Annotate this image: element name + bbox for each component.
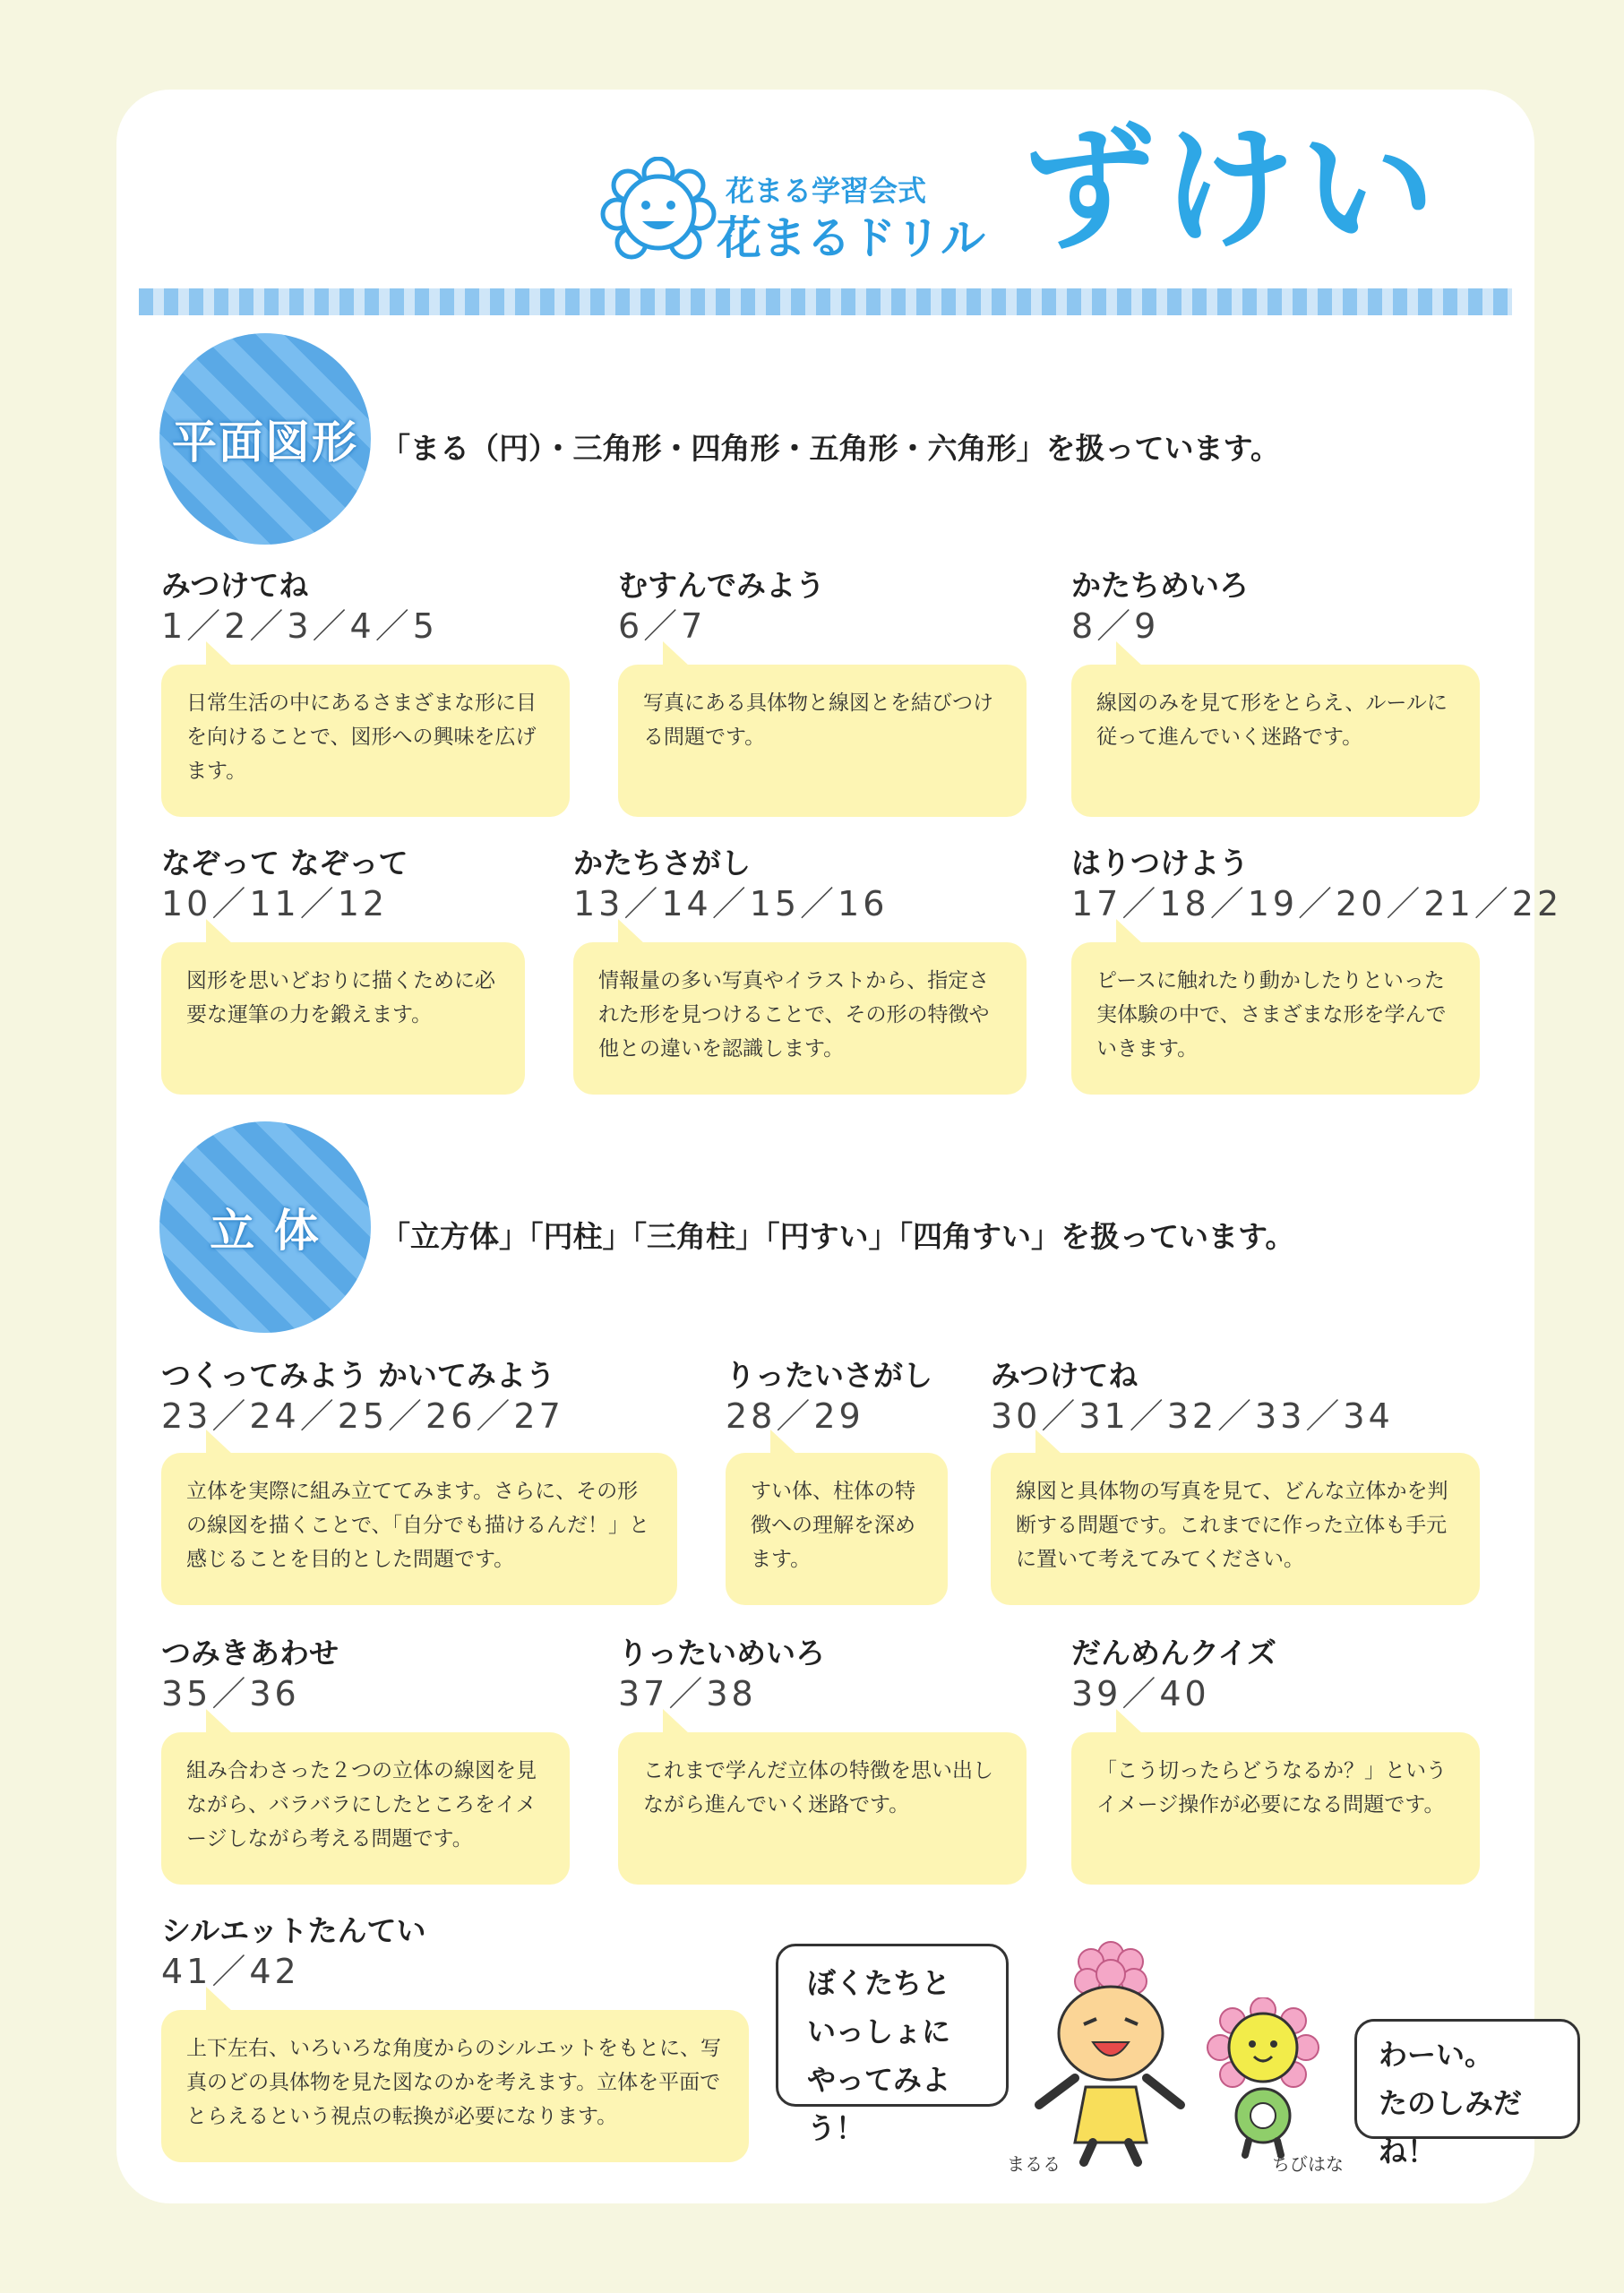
section-badge-solid [159, 1121, 371, 1333]
maruru-speech-bubble [776, 1944, 1009, 2145]
item-title: はりつけよう [1071, 846, 1249, 880]
page-title: ずけい [1021, 112, 1441, 268]
section-description: 「立方体」「円柱」「三角柱」「円すい」「四角すい」を扱っています。 [381, 1219, 1295, 1254]
section-badge-plane [159, 333, 371, 545]
flower-logo-icon [596, 157, 721, 264]
section-label: 平面図形 [172, 417, 358, 468]
maruru-mascot-icon [1021, 1935, 1200, 2168]
header-divider [139, 288, 1512, 315]
item-pages: 17／18／19／20／21／22 [1071, 884, 1563, 923]
item-title: なぞって なぞって [161, 846, 408, 880]
item-pages: 23／24／25／26／27 [161, 1396, 564, 1436]
item-title: むすんでみよう [618, 568, 825, 603]
item-description: ピースに触れたり動かしたりといった実体験の中で、さまざまな形を学んでいきます。 [1071, 942, 1480, 1095]
item-description: 組み合わさった２つの立体の線図を見ながら、バラバラにしたところをイメージしながら考える問題です。 [161, 1732, 570, 1885]
item-pages: 37／38 [618, 1674, 757, 1713]
speech-line: いっしょに [807, 2014, 951, 2048]
item-description: 線図のみを見て形をとらえ、ルールに従って進んでいく迷路です。 [1071, 665, 1480, 817]
item-title: みつけてね [991, 1358, 1139, 1393]
item-description: 線図と具体物の写真を見て、どんな立体かを判断する問題です。これまでに作った立体も手元に置いて考えてみてください。 [991, 1453, 1480, 1605]
chibihana-speech-bubble [1354, 2019, 1580, 2168]
item-description: 図形を思いどおりに描くために必要な運筆の力を鍛えます。 [161, 942, 525, 1095]
item-description: 上下左右、いろいろな角度からのシルエットをもとに、写真のどの具体物を見た図なのかを考えます。立体を平面でとらえるという視点の転換が必要になります。 [161, 2010, 749, 2162]
item-description: すい体、柱体の特徴への理解を深めます。 [726, 1453, 948, 1605]
item-title: つみきあわせ [161, 1636, 339, 1670]
item-pages: 10／11／12 [161, 884, 389, 923]
speech-line: やってみよう！ [807, 2063, 951, 2145]
maruru-name-label: まるる [1007, 2153, 1061, 2175]
speech-line: たのしみだね！ [1379, 2086, 1523, 2168]
item-title: つくってみよう かいてみよう [161, 1358, 555, 1393]
brand-subtitle: 花まる学習会式 [726, 174, 927, 208]
item-pages: 39／40 [1071, 1674, 1210, 1713]
speech-line: わーい。 [1379, 2038, 1494, 2072]
item-description: 日常生活の中にあるさまざまな形に目を向けることで、図形への興味を広げます。 [161, 665, 570, 817]
chibihana-name-label: ちびはな [1272, 2153, 1344, 2175]
brand-name: 花まるドリル [717, 212, 985, 264]
speech-line: ぼくたちと [807, 1966, 951, 2000]
item-title: シルエットたんてい [161, 1913, 426, 1948]
item-title: かたちめいろ [1071, 568, 1249, 603]
item-title: だんめんクイズ [1071, 1636, 1277, 1670]
item-description: 情報量の多い写真やイラストから、指定された形を見つけることで、その形の特徴や他との違いを認識します。 [573, 942, 1027, 1095]
item-title: りったいめいろ [618, 1636, 825, 1670]
item-pages: 41／42 [161, 1952, 300, 1991]
item-pages: 6／7 [618, 606, 707, 646]
item-pages: 28／29 [726, 1396, 864, 1436]
item-description: 立体を実際に組み立ててみます。さらに、その形の線図を描くことで、「自分でも描けるんだ！」と感じることを目的とした問題です。 [161, 1453, 677, 1605]
item-description: 「こう切ったらどうなるか？」というイメージ操作が必要になる問題です。 [1071, 1732, 1480, 1885]
item-description: これまで学んだ立体の特徴を思い出しながら進んでいく迷路です。 [618, 1732, 1027, 1885]
item-description: 写真にある具体物と線図とを結びつける問題です。 [618, 665, 1027, 817]
item-pages: 35／36 [161, 1674, 300, 1713]
item-title: りったいさがし [726, 1358, 932, 1393]
item-title: かたちさがし [573, 846, 751, 880]
item-pages: 1／2／3／4／5 [161, 606, 438, 646]
chibihana-mascot-icon [1200, 1997, 1326, 2159]
section-description: 「まる（円）・三角形・四角形・五角形・六角形」を扱っています。 [381, 431, 1280, 466]
item-pages: 8／9 [1071, 606, 1160, 646]
section-label: 立 体 [210, 1205, 321, 1257]
item-pages: 30／31／32／33／34 [991, 1396, 1394, 1436]
item-title: みつけてね [161, 568, 309, 603]
item-pages: 13／14／15／16 [573, 884, 889, 923]
